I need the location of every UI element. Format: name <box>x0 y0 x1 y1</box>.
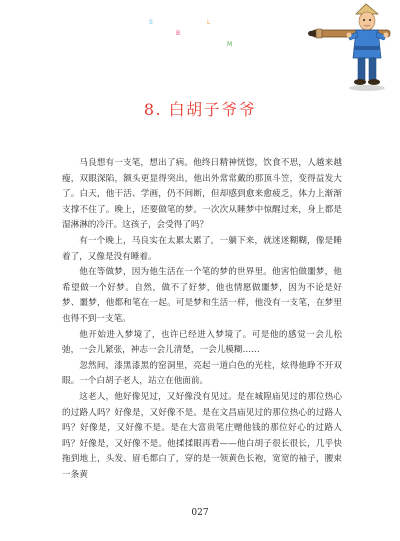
decorative-letter-s: S <box>149 19 153 26</box>
decorative-letter-b: B <box>176 30 181 37</box>
paragraph: 这老人，他好像见过，又好像没有见过。是在城隍庙见过的那位热心的过路人吗？好像是，又好像不是。是在文昌庙见过的那位热心的过路人吗？好像是，又好像不是。是在大富贵笔庄赠他钱的那位好心的过路人吗？好像是，又好像不是。他揉揉眼再看——他白胡子很长很长，几乎快拖到地上，头发、眉毛都白了，穿的是一领黄色长袍，宽宽的袖子，腰束一条黄 <box>62 391 342 480</box>
decorative-letter-m: M <box>227 41 233 48</box>
paragraph: 他在等做梦，因为他生活在一个笔的梦的世界里。他害怕做噩梦，他希望做一个好梦。自然，做不了好梦，他也情愿做噩梦，因为不论是好梦、噩梦，他都和笔在一起。可是梦和生活一样，他没有一支笔，在梦里也得不到一支笔。 <box>62 267 342 324</box>
chapter-title: 8. 白胡子爷爷 <box>143 100 257 119</box>
boy-with-brush-icon <box>308 0 400 95</box>
paragraph: 忽然间，漆黑漆黑的窑洞里，亮起一道白色的光柱，炫得他睁不开双眼。一个白胡子老人，站立在他面前。 <box>62 360 342 387</box>
paragraph: 马良想有一支笔，想出了病。他终日精神恍惚，饮食不思，人越来越瘦，双眼深陷，额头更显得突出，他出外常常戴的那顶斗笠，变得益发大了。白天，他干活、学画，仍不间断，但却感到愈来愈疲乏，体力上渐渐支撑不住了。晚上，还要做笔的梦。一次次从睡梦中惊醒过来，身上都是湿淋淋的冷汗。这孩子，会受得了吗？ <box>62 158 342 231</box>
decorative-letter-l: L <box>207 19 211 26</box>
paragraph: 他开始进入梦境了，也许已经进入梦境了。可是他的感觉一会儿松弛，一会儿紧张，神志一会儿清楚，一会儿模糊…… <box>62 329 342 356</box>
paragraph: 有一个晚上，马良实在太累太累了，一躺下来，就迷迷糊糊，像是睡着了，又像是没有睡着。 <box>62 235 342 262</box>
page-number: 027 <box>191 508 209 518</box>
body-text <box>62 156 342 483</box>
